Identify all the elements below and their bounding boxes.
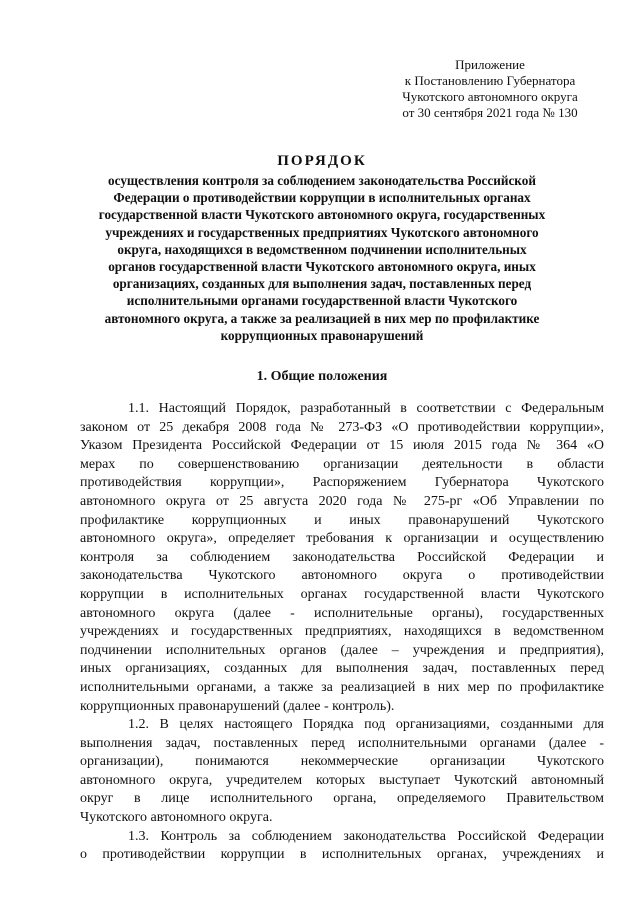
paragraph-line: округ в лице исполнительного органа, определяемого Правительством	[80, 791, 604, 807]
paragraph-line: коррупционных правонарушений (далее - контроль).	[80, 698, 395, 714]
paragraph-line: учреждениях и государственных предприятиях, находящихся в ведомственном	[80, 624, 604, 640]
subtitle-line: коррупционных правонарушений	[220, 327, 424, 343]
document-subtitle	[80, 172, 564, 344]
paragraph-line: коррупции в исполнительных органах государственной власти Чукотского	[80, 586, 604, 602]
paragraph-line: мерах по совершенствованию организации деятельности в области	[80, 456, 604, 472]
appendix-line: от 30 сентября 2021 года № 130	[402, 105, 578, 120]
paragraph-line: контроля за соблюдением законодательства Российской Федерации и	[80, 549, 604, 565]
paragraph-line: законом от 25 декабря 2008 года № 273-ФЗ «О противодействии коррупции»,	[80, 419, 604, 435]
subtitle-line: округа, находящихся в ведомственном подчинении исполнительных	[117, 241, 527, 257]
subtitle-line: организациях, созданных для выполнения задач, поставленных перед	[112, 276, 532, 292]
subtitle-line: государственной власти Чукотского автономного округа, государственных	[98, 207, 546, 223]
paragraph-line: 1.3. Контроль за соблюдением законодательства Российской Федерации	[128, 828, 604, 844]
subtitle-line: исполнительными органами государственной власти Чукотского	[126, 293, 518, 309]
paragraph-line: автономного округа», определяет требования к организации и осуществлению	[80, 531, 604, 547]
paragraph-line: законодательства Чукотского автономного округа о противодействии	[80, 568, 604, 584]
subtitle-line: осуществления контроля за соблюдением законодательства Российской	[108, 173, 536, 188]
paragraph-line: 1.1. Настоящий Порядок, разработанный в соответствии с Федеральным	[128, 401, 604, 416]
paragraph-line: иных организациях, созданных для выполнения задач, поставленных перед	[80, 661, 604, 677]
paragraph-line: профилактике коррупционных и иных правонарушений Чукотского	[80, 512, 604, 528]
document-title: ПОРЯДОК	[277, 153, 367, 169]
subtitle-line: Федерации о противодействии коррупции в исполнительных органах	[113, 190, 531, 206]
appendix-note	[370, 57, 610, 121]
paragraph-line: исполнительными органами, а также за реализацией в них мер по профилактике	[80, 679, 604, 695]
section-heading: 1. Общие положения	[256, 369, 388, 384]
appendix-line: Чукотского автономного округа	[402, 89, 578, 104]
paragraph-line: автономного округа, учредителем которых выступает Чукотский автономный	[80, 772, 604, 788]
subtitle-line: органов государственной власти Чукотского автономного округа, иных	[108, 259, 536, 275]
paragraph-line: противодействия коррупции», Распоряжением Губернатора Чукотского	[80, 475, 604, 491]
appendix-line: Приложение	[455, 57, 525, 72]
subtitle-line: автономного округа, а также за реализацией в них мер по профилактике	[104, 310, 540, 326]
paragraph-line: Указом Президента Российской Федерации от 15 июля 2015 года № 364 «О	[80, 438, 604, 454]
paragraph-line: Чукотского автономного округа.	[80, 810, 273, 826]
paragraph-line: 1.2. В целях настоящего Порядка под организациями, созданными для	[128, 717, 604, 733]
paragraph-line: о противодействии коррупции в исполнительных органах, учреждениях и	[80, 847, 604, 863]
paragraph-line: выполнения задач, поставленных перед исполнительными органами (далее -	[80, 735, 604, 751]
body-text	[80, 400, 604, 865]
subtitle-line: учреждениях и государственных предприятиях Чукотского автономного	[105, 224, 539, 240]
paragraph-line: организации), понимаются некоммерческие организации Чукотского	[80, 754, 604, 770]
paragraph-line: автономного округа (далее - исполнительные органы), государственных	[80, 605, 604, 621]
appendix-line: к Постановлению Губернатора	[404, 73, 576, 88]
paragraph-line: автономного округа от 25 августа 2020 года № 275-рг «Об Управлении по	[80, 493, 604, 509]
paragraph-line: подчинении исполнительных органов (далее – учреждения и предприятия),	[80, 642, 604, 658]
